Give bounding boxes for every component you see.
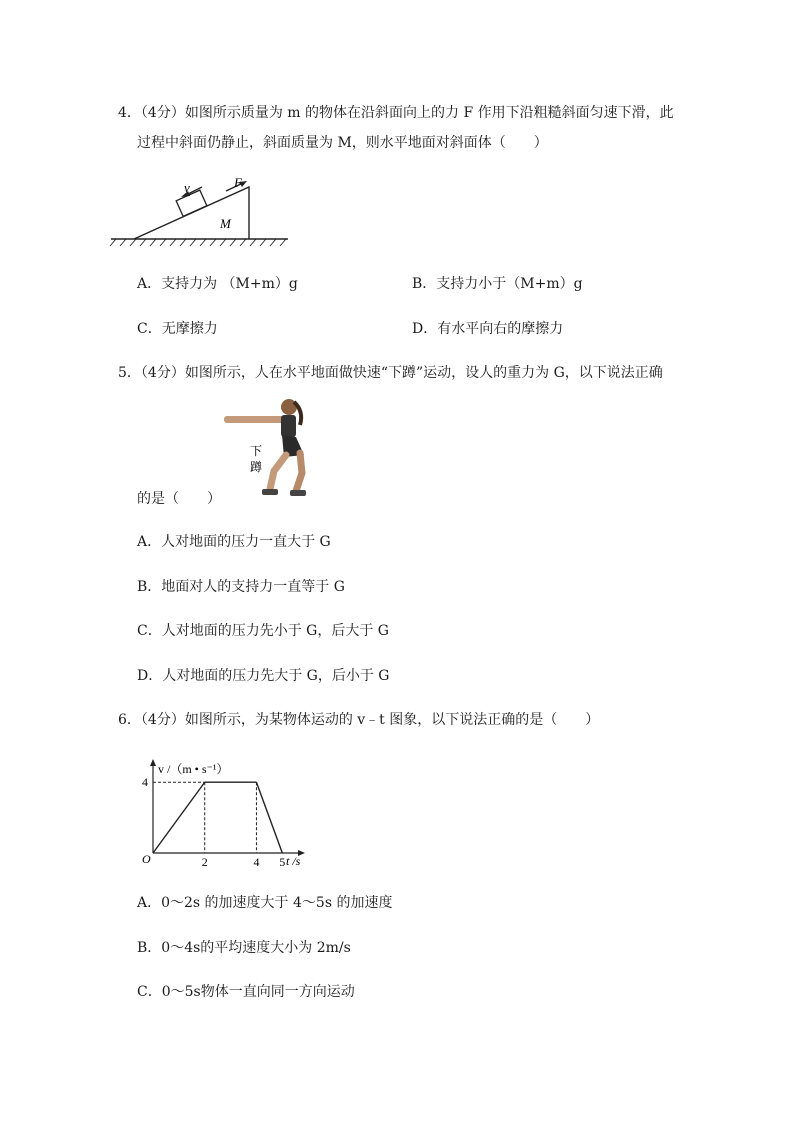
label-xia: 下 [250, 444, 263, 458]
series-segment-1 [153, 782, 205, 853]
back-shoe [290, 490, 306, 496]
label-dun: 蹲 [250, 460, 263, 474]
back-leg [296, 453, 302, 491]
q4-stem-line2: 过程中斜面仍静止，斜面质量为 M，则水平地面对斜面体（ ） [137, 135, 548, 151]
q4-option-d[interactable]: D．有水平向右的摩擦力 [412, 321, 564, 337]
block [176, 190, 207, 216]
q4-option-c[interactable]: C．无摩擦力 [137, 321, 218, 337]
q5-stem-line2: 的是（ ） [137, 491, 221, 507]
x-tick-label-2: 2 [201, 855, 208, 869]
q5-stem-line1: 5．（4分）如图所示，人在水平地面做快速“下蹲”运动，设人的重力为 G，以下说法正确 [118, 365, 663, 381]
y-tick-label-4: 4 [142, 775, 148, 790]
q4-option-a[interactable]: A．支持力为 （M+m）g [137, 276, 298, 292]
squat-figure [224, 393, 314, 501]
origin-label: O [142, 852, 151, 866]
q5-option-c[interactable]: C．人对地面的压力先小于 G，后大于 G [137, 623, 389, 639]
q5-option-d[interactable]: D．人对地面的压力先大于 G，后小于 G [137, 668, 390, 684]
y-axis-label: v /（m • s⁻¹） [158, 762, 229, 776]
x-tick-label-4: 4 [253, 855, 260, 869]
outstretched-arms [224, 416, 284, 423]
label-F: F [234, 175, 242, 190]
x-axis-label: t /s [286, 854, 301, 868]
q4-option-b[interactable]: B．支持力小于（M+m）g [412, 276, 583, 292]
q5-option-b[interactable]: B．地面对人的支持力一直等于 G [137, 579, 345, 595]
ground-hatching [110, 239, 286, 246]
q6-option-c[interactable]: C．0～5s物体一直向同一方向运动 [137, 984, 355, 1000]
label-v: v [184, 180, 190, 195]
torso [281, 415, 296, 437]
x-tick-label-5: 5 [279, 855, 286, 869]
q6-option-a[interactable]: A．0～2s 的加速度大于 4～5s 的加速度 [137, 895, 393, 911]
label-M: M [220, 216, 231, 231]
y-axis-arrowhead [150, 759, 156, 766]
q5-option-a[interactable]: A．人对地面的压力一直大于 G [137, 534, 331, 550]
v-t-chart [138, 755, 308, 870]
front-leg [270, 455, 286, 489]
incline-figure [108, 170, 293, 250]
front-shoe [262, 489, 278, 495]
q6-option-b[interactable]: B．0～4s的平均速度大小为 2m/s [137, 940, 351, 956]
q6-stem-line1: 6．（4分）如图所示，为某物体运动的 v﹣t 图象，以下说法正确的是（ ） [118, 712, 600, 728]
q4-stem-line1: 4．（4分）如图所示质量为 m 的物体在沿斜面向上的力 F 作用下沿粗糙斜面匀速下滑，此 [118, 105, 674, 121]
series-segment-3 [256, 782, 282, 853]
